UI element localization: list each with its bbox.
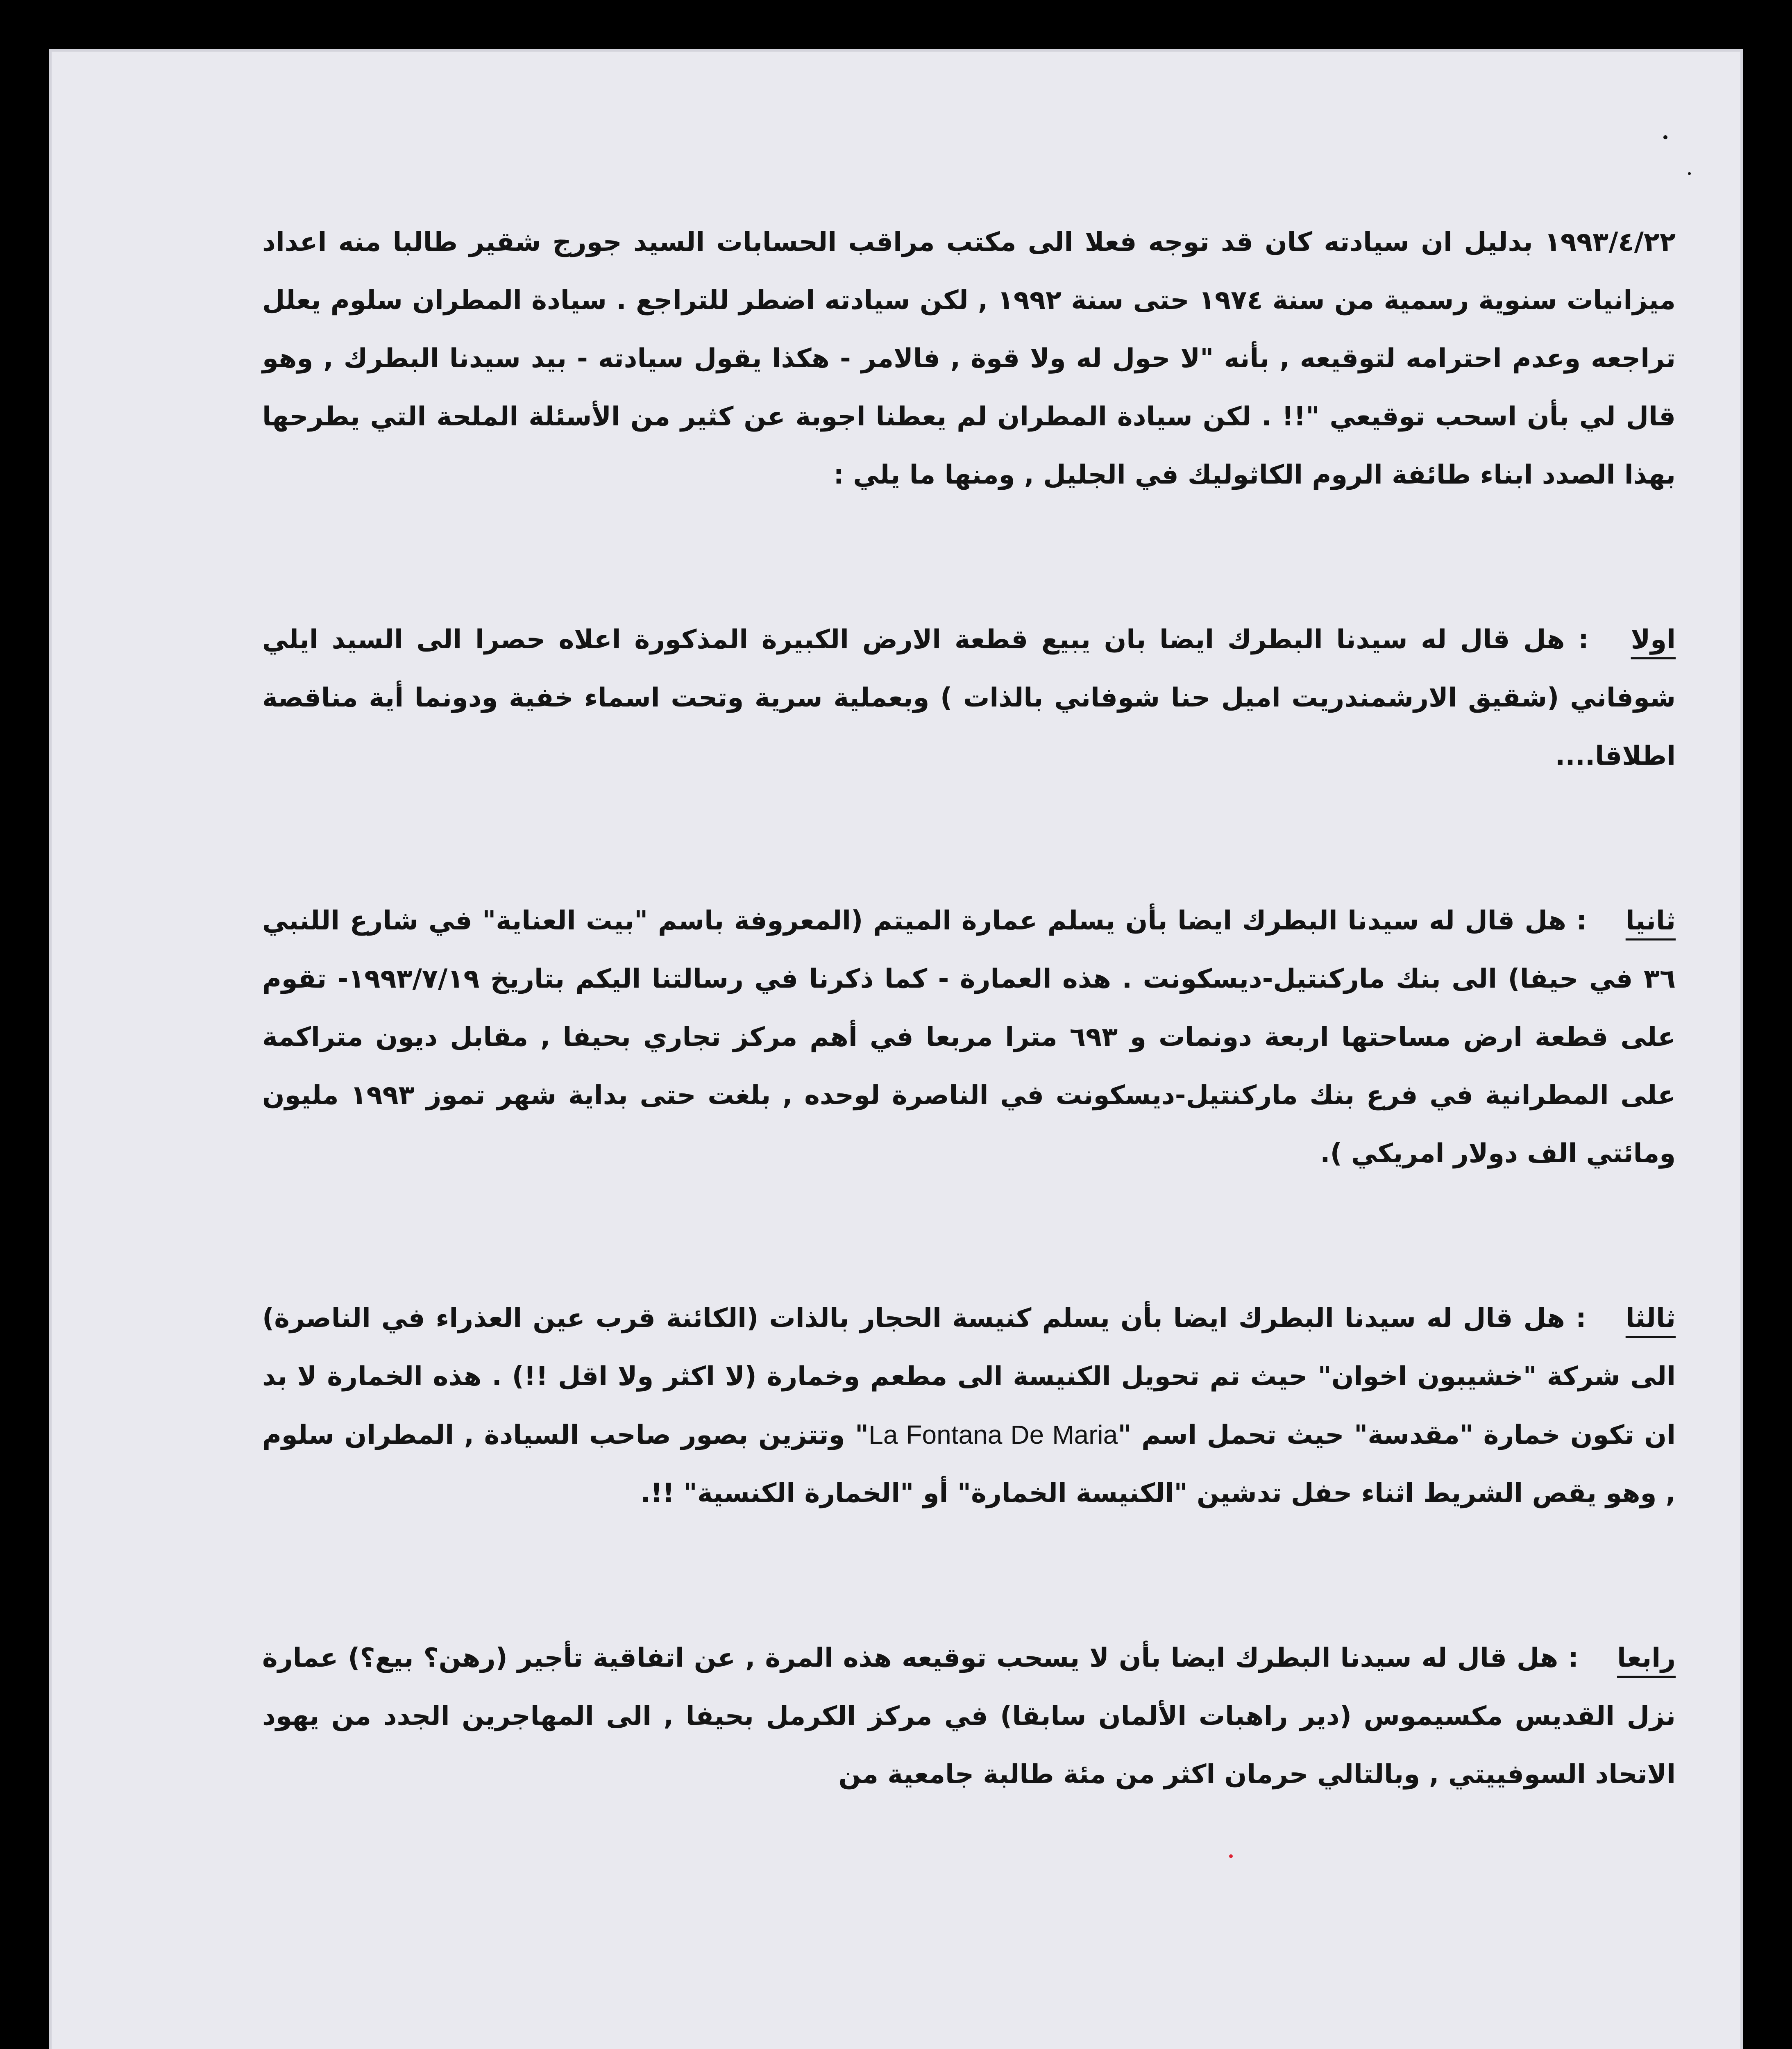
speck-mark <box>1229 1854 1233 1858</box>
restaurant-name: La Fontana De Maria <box>869 1420 1118 1449</box>
letter-body <box>262 213 1676 1804</box>
third-point-text-part-1: : هل قال له سيدنا البطرك ايضا بأن يسلم كنيسة الحجار بالذات (الكائنة قرب عين العذراء في الناصرة) الى شركة "خشيبون اخوان" حيث تم تحويل الكنيسة الى مطعم وخمارة (لا اكثر ولا اقل !!) . هذه الخمارة لا بد ان تكون خمارة "مقدسة" حيث تحمل اسم " <box>262 1303 1676 1450</box>
third-point-text-part-2: " وتتزين بصور صاحب السيادة , المطران سلوم , وهو يقص الشريط اثناء حفل تدشين "الكنيسة الخمارة" أو "الخمارة الكنسية" !!. <box>262 1420 1676 1508</box>
fourth-point-text: : هل قال له سيدنا البطرك ايضا بأن لا يسحب توقيعه هذه المرة , عن اتفاقية تأجير (رهن؟ بيع؟) عمارة نزل القديس مكسيموس (دير راهبات الألمان سابقا) في مركز الكرمل بحيفا , الى المهاجرين الجدد من يهود الاتحاد السوفييتي , وبالتالي حرمان اكثر من مئة طالبة جامعية من <box>262 1643 1676 1790</box>
fourth-point-heading: رابعا <box>1617 1643 1676 1673</box>
first-point-text: : هل قال له سيدنا البطرك ايضا بان يبيع قطعة الارض الكبيرة المذكورة اعلاه حصرا الى السيد ايلي شوفاني (شقيق الارشمندريت اميل حنا شوفاني بالذات ) وبعملية سرية وتحت اسماء خفية ودونما أية مناقصة اطلاقا.... <box>262 625 1676 771</box>
intro-paragraph: ١٩٩٣/٤/٢٢ بدليل ان سيادته كان قد توجه فعلا الى مكتب مراقب الحسابات السيد جورج شقير طالبا منه اعداد ميزانيات سنوية رسمية من سنة ١٩٧٤ حتى سنة ١٩٩٢ , لكن سيادته اضطر للتراجع . سيادة المطران سلوم يعلل تراجعه وعدم احترامه لتوقيعه , بأنه "لا حول له ولا قوة , فالامر - هكذا يقول سيادته - بيد سيدنا البطرك , وهو قال لي بأن اسحب توقيعي "!! . لكن سيادة المطران لم يعطنا اجوبة عن كثير من الأسئلة الملحة التي يطرحها بهذا الصدد ابناء طائفة الروم الكاثوليك في الجليل , ومنها ما يلي : <box>262 227 1676 490</box>
third-point-paragraph <box>262 1289 1676 1522</box>
fourth-point-paragraph <box>262 1629 1676 1804</box>
document-page <box>49 49 1743 2049</box>
second-point-text: : هل قال له سيدنا البطرك ايضا بأن يسلم عمارة الميتم (المعروفة باسم "بيت العناية" في شارع اللنبي ٣٦ في حيفا) الى بنك ماركنتيل-ديسكونت . هذه العمارة - كما ذكرنا في رسالتنا اليكم بتاريخ ١٩٩٣/٧/١٩- تقوم على قطعة ارض مساحتها اربعة دونمات و ٦٩٣ مترا مربعا في أهم مركز تجاري بحيفا , مقابل ديون متراكمة على المطرانية في فرع بنك ماركنتيل-ديسكونت في الناصرة لوحده , بلغت حتى بداية شهر تموز ١٩٩٣ مليون ومائتي الف دولار امريكي ). <box>262 906 1676 1169</box>
third-point-heading: ثالثا <box>1625 1303 1676 1333</box>
speck-mark <box>1663 135 1667 139</box>
first-point-heading: اولا <box>1631 625 1676 655</box>
second-point-paragraph <box>262 892 1676 1183</box>
second-point-heading: ثانيا <box>1625 906 1676 936</box>
speck-mark <box>1688 172 1691 175</box>
first-point-paragraph <box>262 611 1676 785</box>
